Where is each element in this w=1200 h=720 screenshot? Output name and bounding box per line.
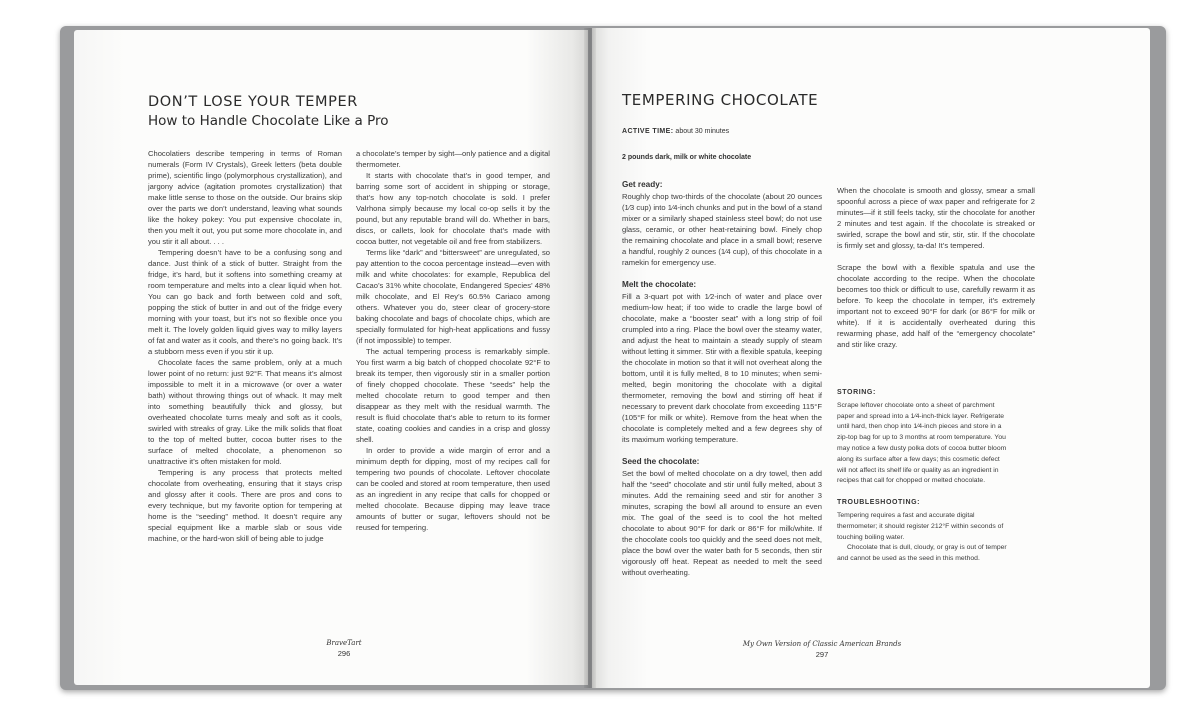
troubleshooting-text: Chocolate that is dull, cloudy, or gray is out of temper and cannot be used as the seed in this method. (837, 544, 1007, 563)
paragraph: It starts with chocolate that’s in good temper, and barring some sort of accident in shipping or storage, that’s how any top-notch chocolate is sold. I prefer Valrhona simply because my local co-op sells it by the pound, but any reputable brand will do. Whether in bars, discs, or callets, look for chocolate that’s made with cocoa butter, not vegetable oil and free from stabilizers. (356, 171, 550, 246)
paragraph: Tempering doesn’t have to be a confusing song and dance. Just think of a stick of butter. Straight from the fridge, it’s hard, but it softens into something creamy at room temperature and melts into a clear liquid when hot. You can go back and forth between cold and soft, popping the stick of butter in and out of the fridge every morning with your toast, but it’s not so flexible once you melt it. The lovely golden liquid gives way to milky layers of fat and water as it cools, and there’s no going back. It’s a stubborn mess even if you stir it up. (148, 248, 342, 356)
section-heading: Get ready: (622, 180, 663, 189)
footer-book-title: BraveTart (326, 639, 362, 647)
footer-chapter-title: My Own Version of Classic American Brands (742, 640, 902, 648)
book-spine (584, 28, 596, 688)
paragraph: Chocolatiers describe tempering in terms of Roman numerals (Form IV Crystals), Greek letters (beta double prime), scientific lingo (polymorphous crystallization), and jargony advice (agitation promotes crystallization) that make little sense to those on the outside. Our brains skip over the parts we don’t understand, leaving what sounds like the hokey pokey: You put expensive chocolate in, then you melt it out, you put some more chocolate in, and you stir it all about. . . . (148, 149, 342, 246)
storing-heading: STORING: (837, 389, 876, 396)
paragraph: Scrape the bowl with a flexible spatula and use the chocolate according to the recipe. When the chocolate becomes too thick or difficult to use, carefully rewarm it as before. To keep the chocolate in temper, it’s extremely important not to exceed 90°F for dark (or 86°F for milk or white). If it is accidentally overheated during this rewarming phase, add half of the “emergency chocolate” and stir like crazy. (837, 263, 1035, 349)
page-number: 296 (337, 649, 351, 658)
left-column-1 (148, 148, 342, 544)
paragraph: Chocolate faces the same problem, only at a much lower point of no return: just 92°F. That means it’s almost impossible to melt it in a microwave (or over a water bath) without throwing things out of whack. It may melt into something beautifully thick and glossy, but overheated chocolate turns mealy and soft as it cools, swirled with streaks of gray. Like the milk solids that float to the top of melted butter, cocoa butter rises to the surface of melted chocolate, a phenomenon so unattractive it’s often mistaken for mold. (148, 358, 342, 466)
paragraph: In order to provide a wide margin of error and a minimum depth for dipping, most of my recipes call for tempering two pounds of chocolate. Leftover chocolate can be cooled and stored at room temperature, then used as an ingredient in any recipe that calls for chopped or melted chocolate. Because dipping may leave trace amounts of butter or sugar, leftovers should not be reused for tempering. (356, 446, 550, 532)
paragraph: The actual tempering process is remarkably simple. You first warm a big batch of chopped chocolate 92°F to break its temper, then vigorously stir in a smaller portion of finely chopped chocolate. These “seeds” help the melted chocolate return to good temper and then disappear as they melt with the residual warmth. The result is fluid chocolate that’s able to return to its former state, coating cookies and candies in a crisp and glossy shell. (356, 347, 550, 444)
paragraph: Terms like “dark” and “bittersweet” are unregulated, so pay attention to the cocoa percentage instead—even with milk and white chocolates: for example, Republica del Cacao’s 31% white chocolate, Endangered Species’ 48% milk chocolate, and El Rey’s 60.5% Cariaco among others. Whatever you do, steer clear of grocery-store baking chocolate and bags of chocolate chips, which are specially formulated for high-heat applications and fussy (if not impossible) to temper. (356, 248, 550, 345)
storing-box (837, 388, 1007, 565)
recipe-column-1 (622, 179, 822, 578)
section-text: Roughly chop two-thirds of the chocolate (about 20 ounces (1⁄3 cup) into 1⁄4-inch chunks and put in the bowl of a stand mixer or a similarly shaped stainless steel bowl; do not use glass, ceramic, or other heat-retaining bowl. Finely chop the remaining chocolate and place in a small bowl; reserve a handful, roughly 2 ounces (1⁄4 cup), of this chocolate in a ramekin for emergency use. (622, 192, 822, 267)
section-heading: Melt the chocolate: (622, 280, 697, 289)
section-heading: Seed the chocolate: (622, 457, 700, 466)
paragraph: When the chocolate is smooth and glossy, smear a small spoonful across a piece of wax paper and refrigerate for 2 minutes—if it still feels tacky, stir the chocolate for another 2 minutes and test again. If the chocolate is streaked or swirled, scrape the bowl and stir, stir, stir. If the chocolate is firmly set and glossy, ta-da! It’s tempered. (837, 186, 1035, 250)
ingredient-line: 2 pounds dark, milk or white chocolate (622, 154, 752, 161)
paragraph: a chocolate’s temper by sight—only patience and a digital thermometer. (356, 149, 550, 169)
recipe-column-2 (837, 185, 1035, 350)
section-text: Set the bowl of melted chocolate on a dry towel, then add half the “seed” chocolate and stir until fully melted, about 3 minutes. Add the remaining seed and stir for another 3 minutes, scraping the bowl all around to ensure an even mix. The goal of the seed is to cool the hot melted chocolate to about 90°F for dark or 86°F for milk/white. If the chocolate cools too quickly and the seed does not melt, place the bowl over the water bath for 5 seconds, then stir vigorously off heat. Repeat as needed to melt the seed without overheating. (622, 469, 822, 577)
page-title: DON’T LOSE YOUR TEMPER (148, 94, 358, 110)
recipe-title: TEMPERING CHOCOLATE (622, 91, 819, 109)
section-text: Fill a 3-quart pot with 1⁄2-inch of water and place over medium-low heat; if too wide to cradle the large bowl of chocolate, make a “booster seat” with a long strip of foil crumpled into a ring. Place the bowl over the steamy water, and adjust the heat to maintain a steady supply of steam without letting it simmer. Stir with a flexible spatula, keeping the chocolate in motion so that it will not overheat along the bottom, until it is fully melted, 8 to 10 minutes; when semi-melted, begin monitoring the chocolate with a digital thermometer, removing the bowl and stirring off heat if necessary to prevent dark chocolate from exceeding 115°F (105°F for milk or white). Remove from the heat when the chocolate is completely melted and a few degrees shy of its maximum working temperature. (622, 292, 822, 444)
right-page (592, 28, 1150, 688)
left-column-2 (356, 148, 550, 533)
active-time (622, 128, 729, 135)
troubleshooting-text: Tempering requires a fast and accurate digital thermometer; it should register 212°F within seconds of touching boiling water. (837, 511, 1004, 541)
active-time-label: ACTIVE TIME: (622, 128, 674, 135)
page-number: 297 (815, 650, 829, 659)
storing-text: Scrape leftover chocolate onto a sheet of parchment paper and spread into a 1⁄4-inch-thick layer. Refrigerate until hard, then chop into 1⁄4-inch pieces and store in a zip-top bag for up to 3 months at room temperature. You may notice a few dusty polka dots of cocoa butter bloom along its surface after a few days; this cosmetic defect will not affect its shelf life or quality as an ingredient in recipes that call for chopped or melted chocolate. (837, 401, 1007, 485)
troubleshooting-heading: TROUBLESHOOTING: (837, 499, 921, 507)
active-time-value: about 30 minutes (675, 128, 730, 135)
paragraph: Tempering is any process that protects melted chocolate from overheating, ensuring that it stays crisp and glossy after it cools. There are pros and cons to every technique, but my favorite option for tempering at home is the “seeding” method. It doesn’t require any special equipment like a marble slab or sous vide machine, or the hard-won skill of being able to judge (148, 468, 342, 543)
left-page (74, 30, 588, 685)
page-subtitle: How to Handle Chocolate Like a Pro (148, 113, 389, 129)
